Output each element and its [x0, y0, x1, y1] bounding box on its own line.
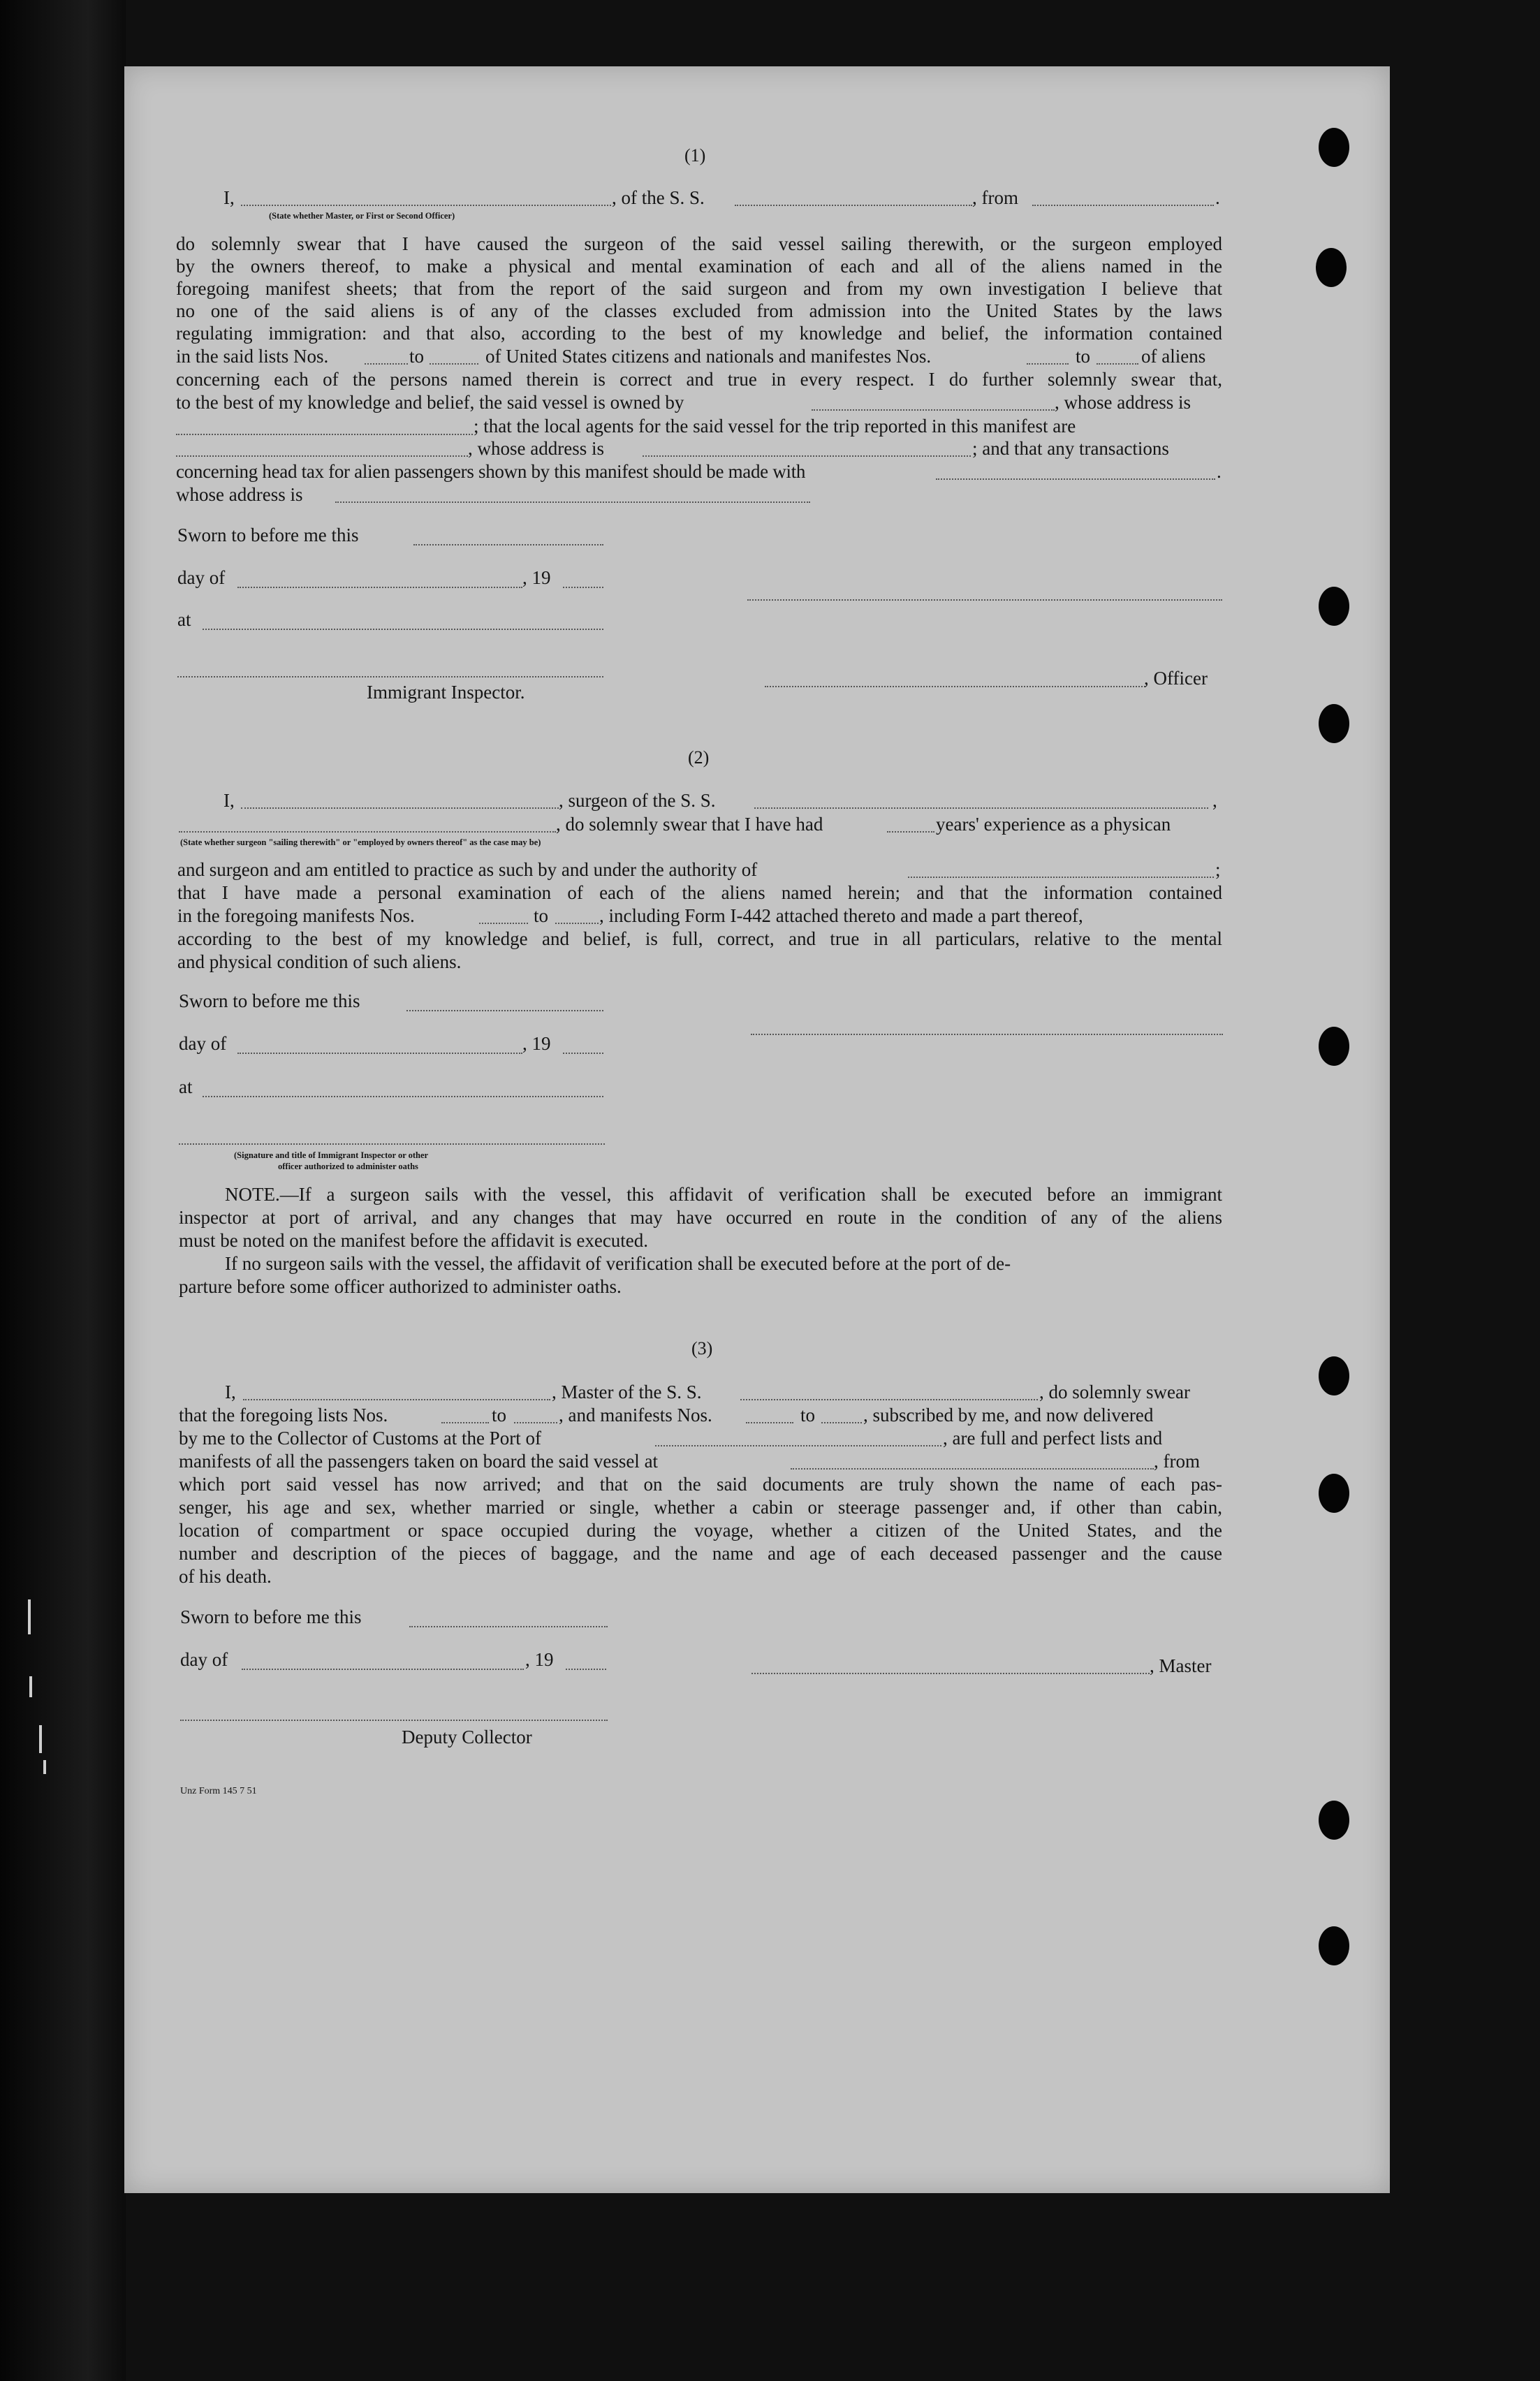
oath-text: foregoing manifest sheets; that from the report of the said surgeon and from my own investigation I believe that [176, 278, 1222, 299]
oath-text: in the foregoing manifests Nos. [177, 905, 415, 926]
oath-text: manifests of all the passengers taken on board the said vessel at [179, 1451, 659, 1472]
signature-caption: (Signature and title of Immigrant Inspector or other [234, 1150, 429, 1160]
blank-field [335, 501, 810, 503]
oath-text: and surgeon and am entitled to practice as such by and under the authority of [177, 859, 758, 880]
jurat-text: day of [180, 1649, 228, 1670]
oath-text: do solemnly swear that I have caused the surgeon of the said vessel sailing therewith, or the surgeon employed [176, 233, 1222, 254]
officer-label: , Officer [1144, 668, 1208, 689]
blank-field [179, 831, 556, 833]
oath-text: I, [225, 1382, 236, 1402]
punch-hole [1319, 1801, 1349, 1840]
oath-text: in the said lists Nos. [176, 346, 329, 367]
blank-field [791, 1468, 1154, 1470]
blank-field [812, 409, 1055, 411]
blank-field [365, 363, 408, 365]
oath-text: to [1076, 346, 1091, 367]
edge-scratch [29, 1676, 32, 1697]
oath-text: , from [1154, 1451, 1200, 1472]
jurat-text: day of [179, 1033, 227, 1054]
jurat-text: at [179, 1076, 193, 1097]
blank-field [643, 455, 971, 457]
punch-hole [1319, 1356, 1349, 1395]
section-number: (1) [684, 145, 706, 166]
blank-field [936, 478, 1215, 480]
blank-field [563, 587, 603, 588]
oath-text: of United States citizens and nationals and manifestes Nos. [485, 346, 932, 367]
oath-text: and physical condition of such aliens. [177, 951, 462, 972]
punch-hole [1316, 248, 1347, 287]
note-text: must be noted on the manifest before the affidavit is executed. [179, 1230, 649, 1251]
oath-text: concerning head tax for alien passengers shown by this manifest should be made with [176, 461, 806, 482]
blank-field [176, 455, 468, 457]
blank-field [887, 831, 934, 833]
blank-field [409, 1626, 608, 1627]
oath-text: to [800, 1405, 816, 1426]
blank-field [821, 1422, 862, 1423]
edge-scratch [39, 1725, 42, 1753]
signature-line [180, 1720, 608, 1721]
jurat-text: , 19 [522, 1033, 551, 1054]
oath-text: , surgeon of the S. S. [559, 790, 716, 811]
oath-text: by me to the Collector of Customs at the Port of [179, 1428, 541, 1449]
blank-field [406, 1010, 603, 1011]
oath-text: , Master of the S. S. [552, 1382, 702, 1402]
film-edge [0, 0, 126, 2381]
section-number: (3) [691, 1338, 713, 1358]
signature-line [177, 676, 603, 677]
oath-text: . [1215, 187, 1220, 208]
oath-text: to the best of my knowledge and belief, the said vessel is owned by [176, 392, 684, 413]
oath-text: , from [972, 187, 1018, 208]
deputy-label: Deputy Collector [402, 1727, 532, 1748]
blank-field [754, 807, 1208, 809]
oath-text: , whose address is [1055, 392, 1191, 413]
blank-field [243, 1399, 550, 1400]
master-label: , Master [1150, 1655, 1212, 1676]
note-text: If no surgeon sails with the vessel, the affidavit of verification shall be executed before at the port of de- [225, 1253, 1011, 1274]
oath-text: which port said vessel has now arrived; and that on the said documents are truly shown the name of each pas- [179, 1474, 1222, 1495]
jurat-text: Sworn to before me this [180, 1606, 362, 1627]
oath-text: , are full and perfect lists and [943, 1428, 1163, 1449]
oath-text: location of compartment or space occupied during the voyage, whether a citizen of the United States, and the [179, 1520, 1222, 1541]
blank-field [655, 1445, 941, 1446]
blank-field [413, 544, 603, 545]
oath-text: to [492, 1405, 507, 1426]
oath-text: according to the best of my knowledge and belief, is full, correct, and true in all particulars, relative to the mental [177, 928, 1222, 949]
oath-text: senger, his age and sex, whether married or single, whether a cabin or steerage passenger and, if other than cabin, [179, 1497, 1222, 1518]
oath-text: of aliens [1141, 346, 1206, 367]
oath-text: years' experience as a physican [936, 814, 1171, 835]
signature-line [179, 1143, 605, 1145]
blank-field [176, 434, 473, 435]
oath-text: , do solemnly swear [1039, 1382, 1190, 1402]
oath-text: . [1217, 461, 1222, 482]
note-text: parture before some officer authorized to administer oaths. [179, 1276, 622, 1297]
blank-field [1097, 363, 1138, 365]
signature-line [751, 1034, 1223, 1035]
signature-caption: officer authorized to administer oaths [278, 1162, 418, 1171]
blank-field [566, 1669, 606, 1670]
oath-text: , whose address is [468, 438, 604, 459]
punch-hole [1319, 704, 1349, 743]
blank-field [740, 1399, 1038, 1400]
signature-line [747, 599, 1222, 601]
jurat-text: , 19 [525, 1649, 554, 1670]
oath-text: to [409, 346, 425, 367]
inspector-label: Immigrant Inspector. [367, 682, 525, 703]
oath-text: to [534, 905, 549, 926]
blank-field [241, 807, 559, 809]
blank-field [237, 1053, 522, 1054]
blank-field [735, 205, 972, 206]
oath-text: ; that the local agents for the said vessel for the trip reported in this manifest are [474, 416, 1076, 437]
oath-text: , subscribed by me, and now delivered [863, 1405, 1154, 1426]
oath-text: whose address is [176, 484, 303, 505]
jurat-text: Sworn to before me this [179, 990, 360, 1011]
oath-text: , of the S. S. [612, 187, 705, 208]
oath-text: , and manifests Nos. [559, 1405, 712, 1426]
blank-field [908, 877, 1214, 878]
jurat-text: Sworn to before me this [177, 525, 359, 545]
blank-field [241, 205, 611, 206]
jurat-text: , 19 [522, 567, 551, 588]
oath-text: of his death. [179, 1566, 272, 1587]
jurat-text: at [177, 609, 191, 630]
blank-field [430, 363, 478, 365]
oath-text: ; [1215, 859, 1221, 880]
blank-field [746, 1422, 793, 1423]
punch-hole [1319, 1926, 1349, 1965]
section-number: (2) [688, 747, 710, 768]
oath-text: number and description of the pieces of baggage, and the name and age of each deceased passenger and the cause [179, 1543, 1222, 1564]
oath-text: I, [223, 790, 235, 811]
blank-field [237, 587, 522, 588]
blank-field [563, 1053, 603, 1054]
blank-field [242, 1669, 524, 1670]
blank-field [441, 1422, 489, 1423]
oath-text: I, [223, 187, 235, 208]
edge-scratch [43, 1760, 46, 1774]
oath-text: by the owners thereof, to make a physical and mental examination of each and all of the aliens named in the [176, 256, 1222, 277]
blank-field [514, 1422, 557, 1423]
note-text: NOTE.—If a surgeon sails with the vessel, this affidavit of verification shall be executed before an immigrant [225, 1184, 1222, 1205]
blank-field [203, 1096, 603, 1097]
punch-hole [1319, 587, 1349, 626]
blank-field [1027, 363, 1069, 365]
blank-field [203, 629, 603, 630]
oath-text: ; and that any transactions [972, 438, 1169, 459]
blank-field [1032, 205, 1214, 206]
oath-text: that I have made a personal examination of each of the aliens named herein; and that the information contained [177, 882, 1222, 903]
field-caption: (State whether Master, or First or Second Officer) [269, 211, 455, 221]
oath-text: no one of the said aliens is of any of the classes excluded from admission into the United States by the laws [176, 300, 1222, 321]
form-id: Unz Form 145 7 51 [180, 1786, 257, 1796]
field-caption: (State whether surgeon "sailing therewith" or "employed by owners thereof" as the case may be) [180, 837, 541, 847]
punch-hole [1319, 1474, 1349, 1513]
oath-text: , do solemnly swear that I have had [556, 814, 823, 835]
edge-scratch [28, 1599, 31, 1634]
jurat-text: day of [177, 567, 226, 588]
signature-line [765, 686, 1145, 687]
oath-text: regulating immigration: and that also, according to the best of my knowledge and belief, the information contained [176, 323, 1222, 344]
note-text: inspector at port of arrival, and any changes that may have occurred en route in the condition of any of the aliens [179, 1207, 1222, 1228]
oath-text: concerning each of the persons named therein is correct and true in every respect. I do further solemnly swear that, [176, 369, 1222, 390]
oath-text: , [1212, 790, 1217, 811]
punch-hole [1319, 1027, 1349, 1066]
oath-text: that the foregoing lists Nos. [179, 1405, 388, 1426]
oath-text: , including Form I-442 attached thereto and made a part thereof, [599, 905, 1083, 926]
blank-field [555, 923, 599, 924]
signature-line [751, 1673, 1150, 1674]
blank-field [479, 923, 528, 924]
punch-hole [1319, 128, 1349, 167]
